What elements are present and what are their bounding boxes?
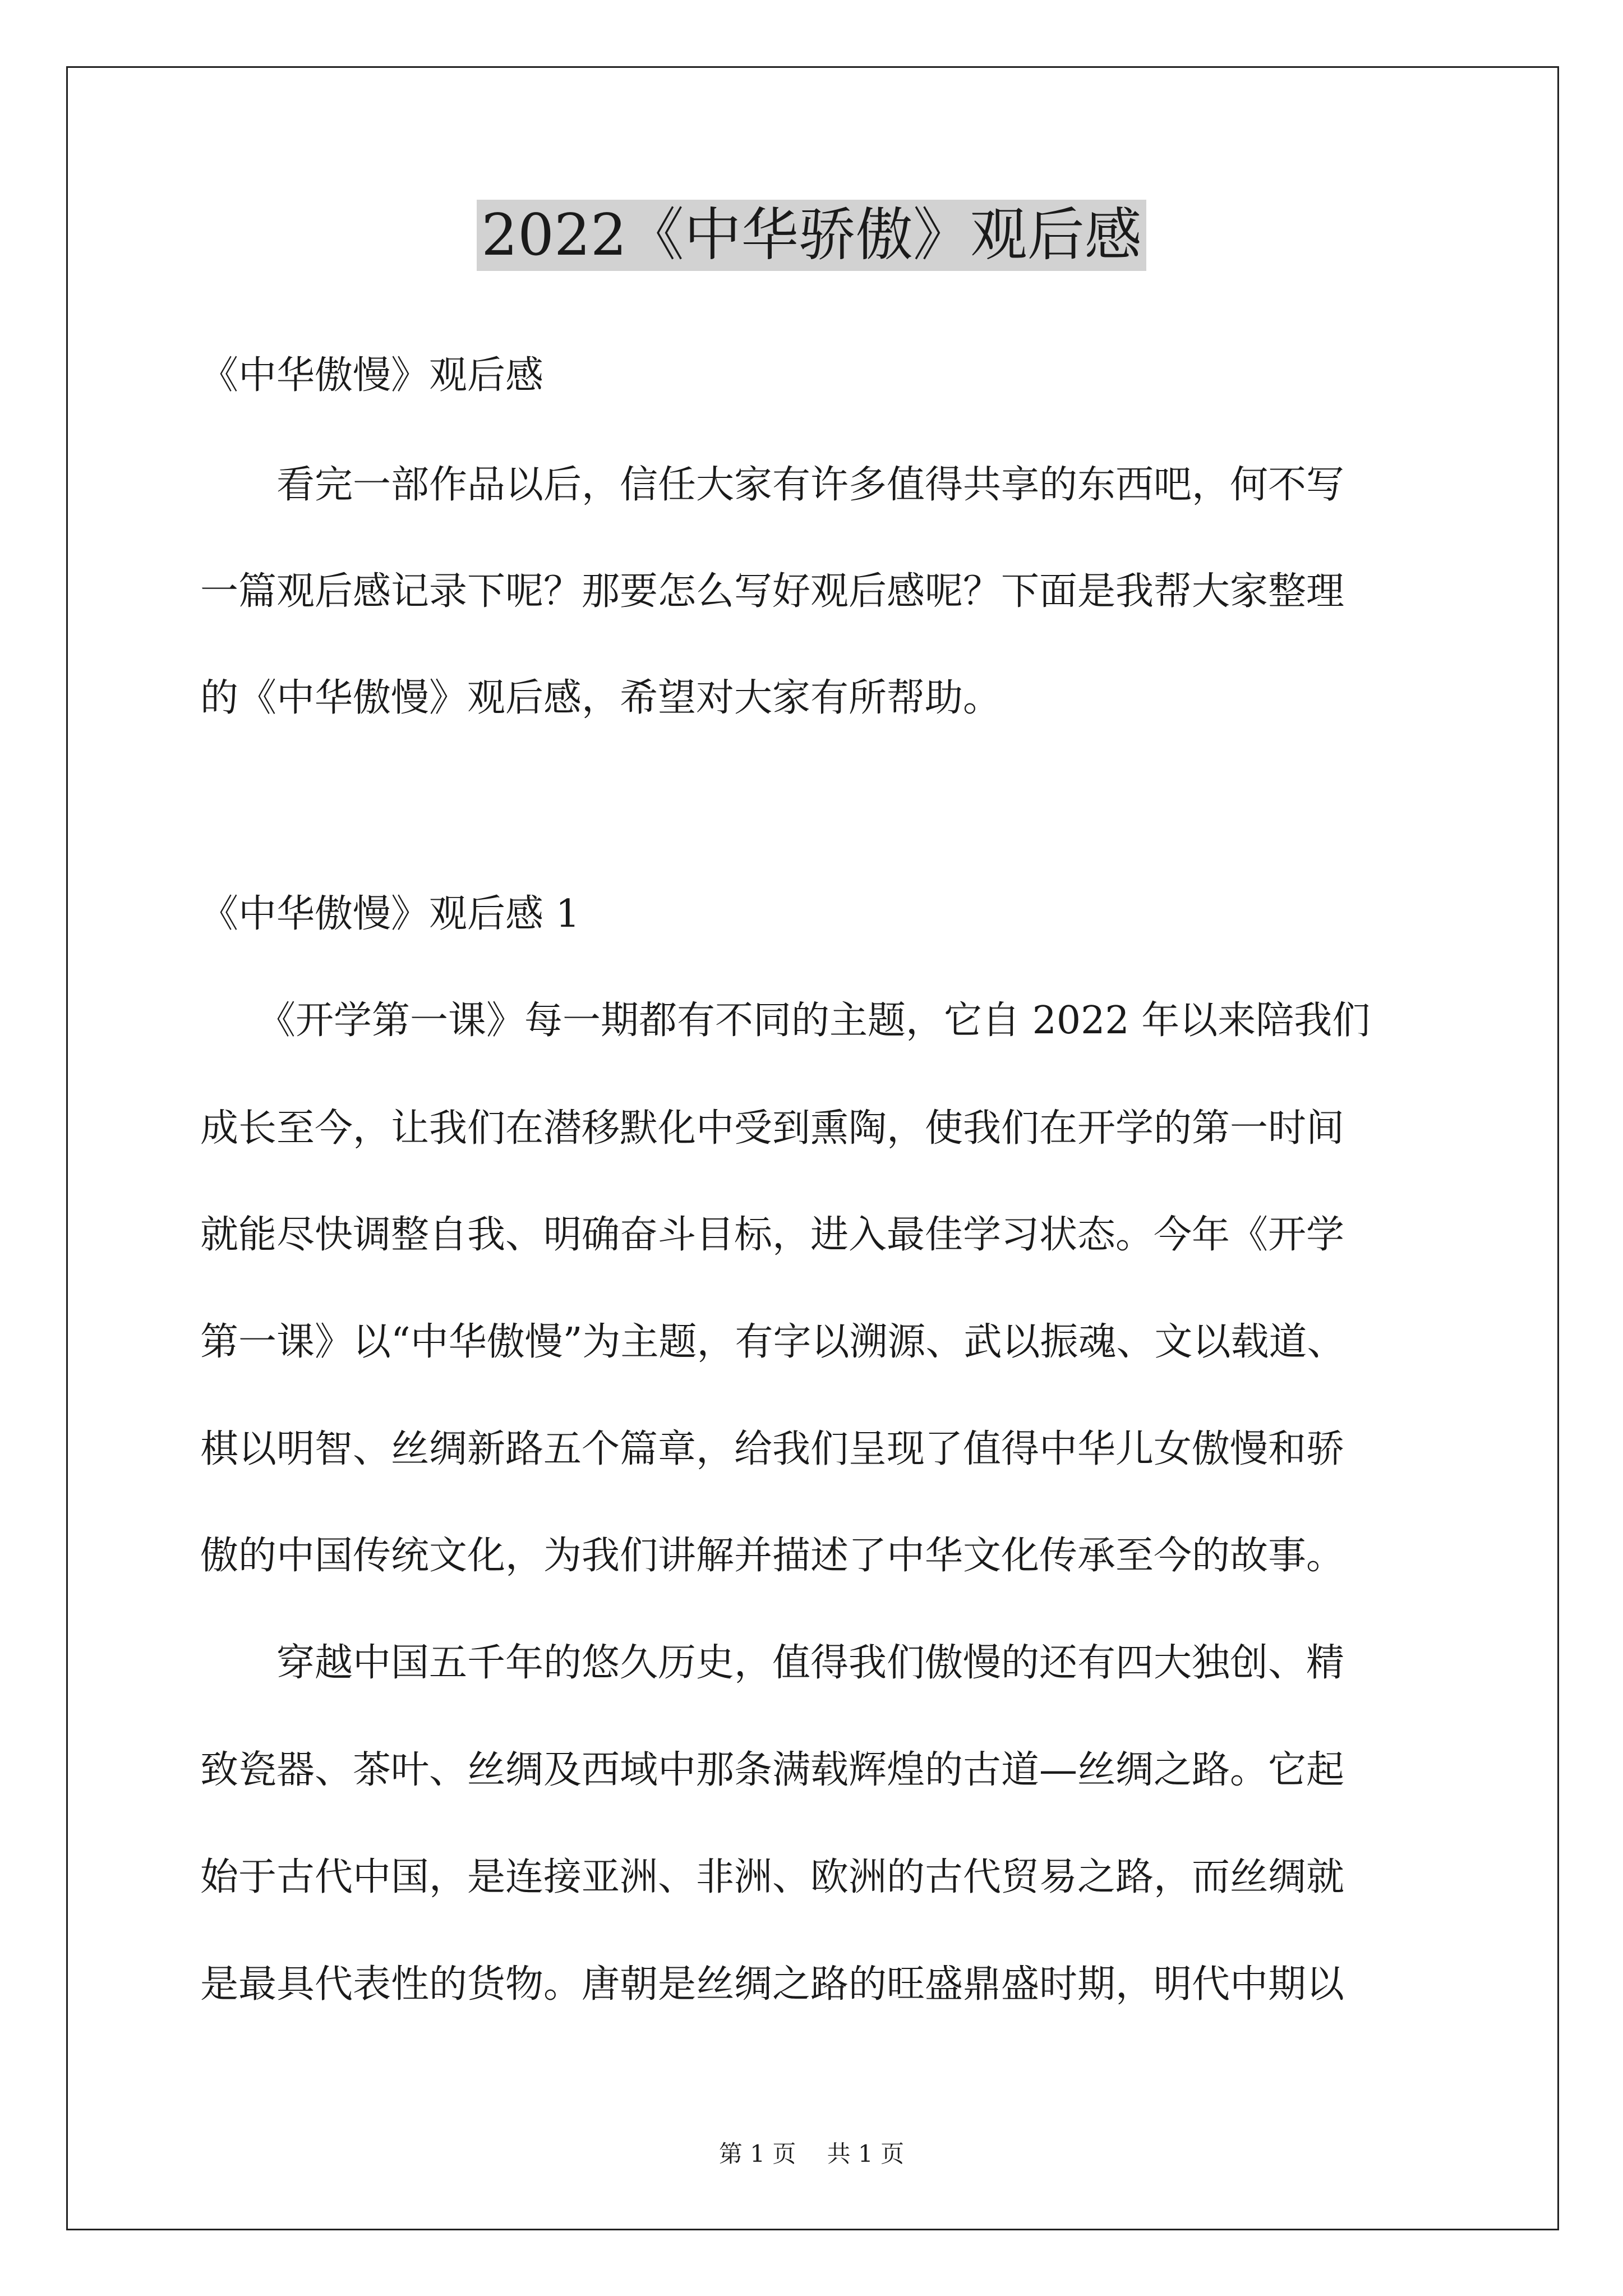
document-title: 2022《中华骄傲》观后感 xyxy=(477,200,1146,271)
paragraph-line: 是最具代表性的货物。唐朝是丝绸之路的旺盛鼎盛时期，明代中期以 xyxy=(200,1962,1345,2007)
paragraph-line: 致瓷器、茶叶、丝绸及西域中那条满载辉煌的古道—丝绸之路。它起 xyxy=(200,1748,1345,1792)
paragraph-line: 成长至今，让我们在潜移默化中受到熏陶，使我们在开学的第一时间 xyxy=(200,1106,1345,1151)
paragraph-line: 就能尽快调整自我、明确奋斗目标，进入最佳学习状态。今年《开学 xyxy=(200,1213,1345,1257)
paragraph-line: 穿越中国五千年的悠久历史，值得我们傲慢的还有四大独创、精 xyxy=(200,1641,1345,1685)
heading-intro: 《中华傲慢》观后感 xyxy=(200,353,544,398)
paragraph-line: 一篇观后感记录下呢？那要怎么写好观后感呢？下面是我帮大家整理 xyxy=(200,569,1345,614)
page-footer: 第 1 页 共 1 页 xyxy=(718,2140,905,2168)
paragraph-line: 第一课》以“中华傲慢”为主题，有字以溯源、武以振魂、文以载道、 xyxy=(200,1320,1345,1364)
document-title-wrap xyxy=(0,196,1623,275)
paragraph-line: 始于古代中国，是连接亚洲、非洲、欧洲的古代贸易之路，而丝绸就 xyxy=(200,1855,1345,1899)
paragraph-line: 傲的中国传统文化，为我们讲解并描述了中华文化传承至今的故事。 xyxy=(200,1534,1345,1578)
paragraph-line: 的《中华傲慢》观后感，希望对大家有所帮助。 xyxy=(200,676,1002,720)
paragraph-line: 棋以明智、丝绸新路五个篇章，给我们呈现了值得中华儿女傲慢和骄 xyxy=(200,1427,1345,1471)
section-heading: 《中华傲慢》观后感 1 xyxy=(200,892,580,936)
paragraph-line: 《开学第一课》每一期都有不同的主题，它自 2022 年以来陪我们 xyxy=(200,999,1371,1043)
paragraph-line: 看完一部作品以后，信任大家有许多值得共享的东西吧，何不写 xyxy=(200,463,1345,507)
